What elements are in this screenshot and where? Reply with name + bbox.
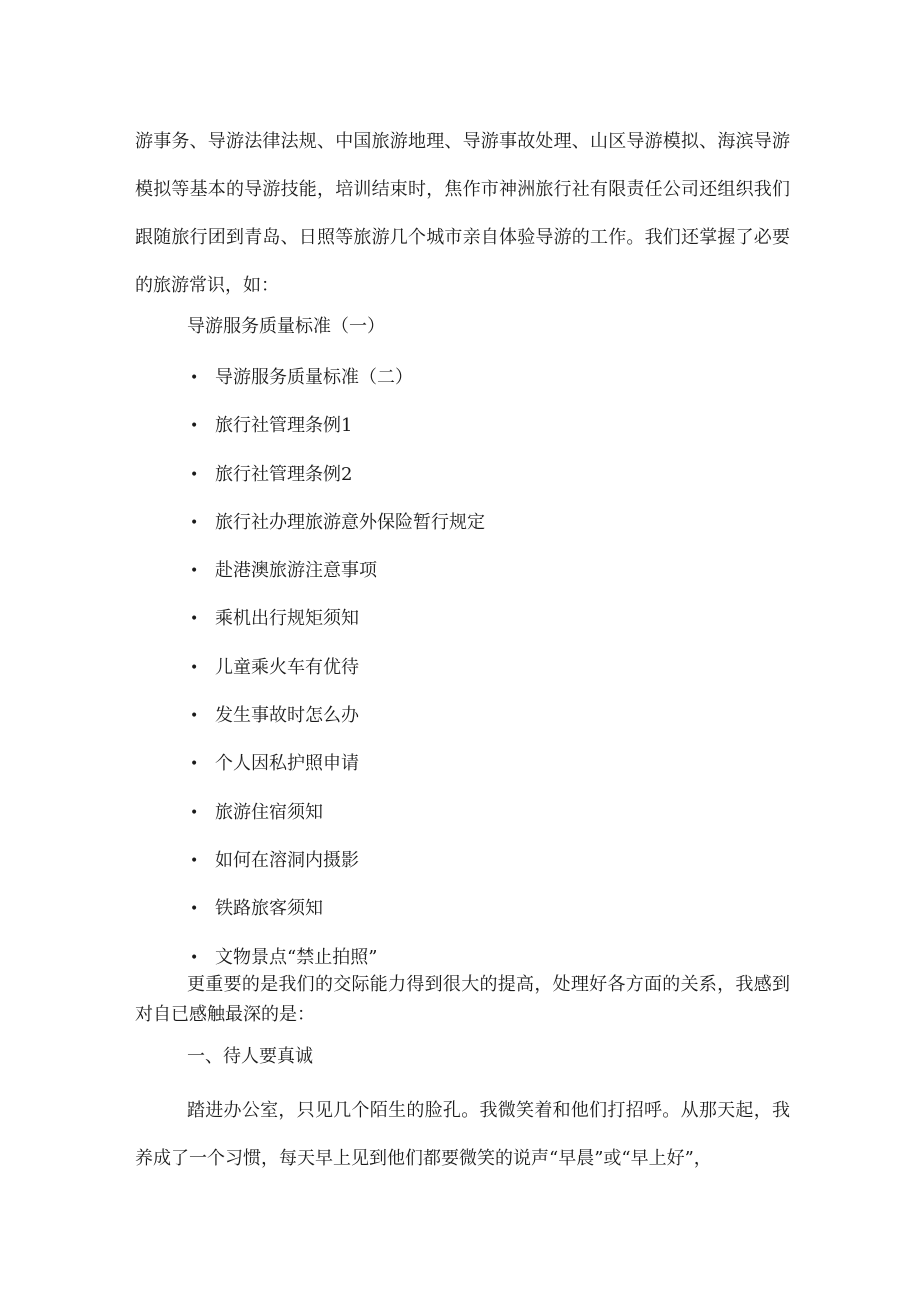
bullet-icon: • [190,466,199,483]
intro-paragraph: 游事务、导游法律法规、中国旅游地理、导游事故处理、山区导游模拟、海滨导游模拟等基本的导游技能，培训结束时，焦作市神洲旅行社有限责任公司还组织我们跟随旅行团到青岛、日照等旅游几个城市亲自体验导游的工作。我们还掌握了必要的旅游常识，如： [135,131,790,296]
bullet-icon: • [190,611,199,628]
list-item [190,749,485,797]
knowledge-bullet-list [190,363,485,991]
list-item-text: 旅游住宿须知 [215,801,323,823]
bullet-icon: • [190,852,199,869]
list-item [190,508,485,556]
list-item-text: 文物景点“禁止拍照” [215,946,378,968]
body-paragraph: 更重要的是我们的交际能力得到很大的提高，处理好各方面的关系，我感到对自已感触最深的是： [135,974,790,1025]
bullet-icon: • [190,949,199,966]
list-item [190,556,485,604]
list-item [190,460,485,508]
list-item-text: 赴港澳旅游注意事项 [215,560,377,582]
bullet-icon: • [190,659,199,676]
list-item-text: 铁路旅客须知 [215,898,323,920]
list-item-text: 发生事故时怎么办 [215,705,359,727]
list-item-text: 儿童乘火车有优待 [215,656,359,678]
bullet-icon: • [190,370,199,386]
list-item [190,411,485,459]
list-item [190,894,485,942]
list-item-text: 如何在溶洞内摄影 [215,849,359,871]
list-item-text: 个人因私护照申请 [215,753,359,775]
bullet-icon: • [190,756,199,773]
list-item-text: 乘机出行规矩须知 [215,608,359,630]
list-item-text: 旅行社管理条例1 [215,415,353,437]
bullet-icon: • [190,804,199,821]
bullet-icon: • [190,901,199,918]
body-paragraph: 踏进办公室，只见几个陌生的脸孔。我微笑着和他们打招呼。从那天起，我养成了一个习惯，每天早上见到他们都要微笑的说声“早晨”或“早上好”， [135,1100,790,1169]
list-heading: 导游服务质量标准（一） [187,316,385,337]
bullet-icon: • [190,563,199,580]
section-heading: 一、待人要真诚 [187,1046,313,1067]
list-item [190,653,485,701]
list-item-text: 导游服务质量标准（二） [215,367,413,388]
list-item [190,604,485,652]
list-item-text: 旅行社办理旅游意外保险暂行规定 [215,511,485,533]
list-item [190,363,485,411]
bullet-icon: • [190,514,199,531]
list-item [190,798,485,846]
list-item [190,846,485,894]
bullet-icon: • [190,708,199,725]
bullet-icon: • [190,418,199,435]
list-item-text: 旅行社管理条例2 [215,463,353,485]
list-item [190,701,485,749]
